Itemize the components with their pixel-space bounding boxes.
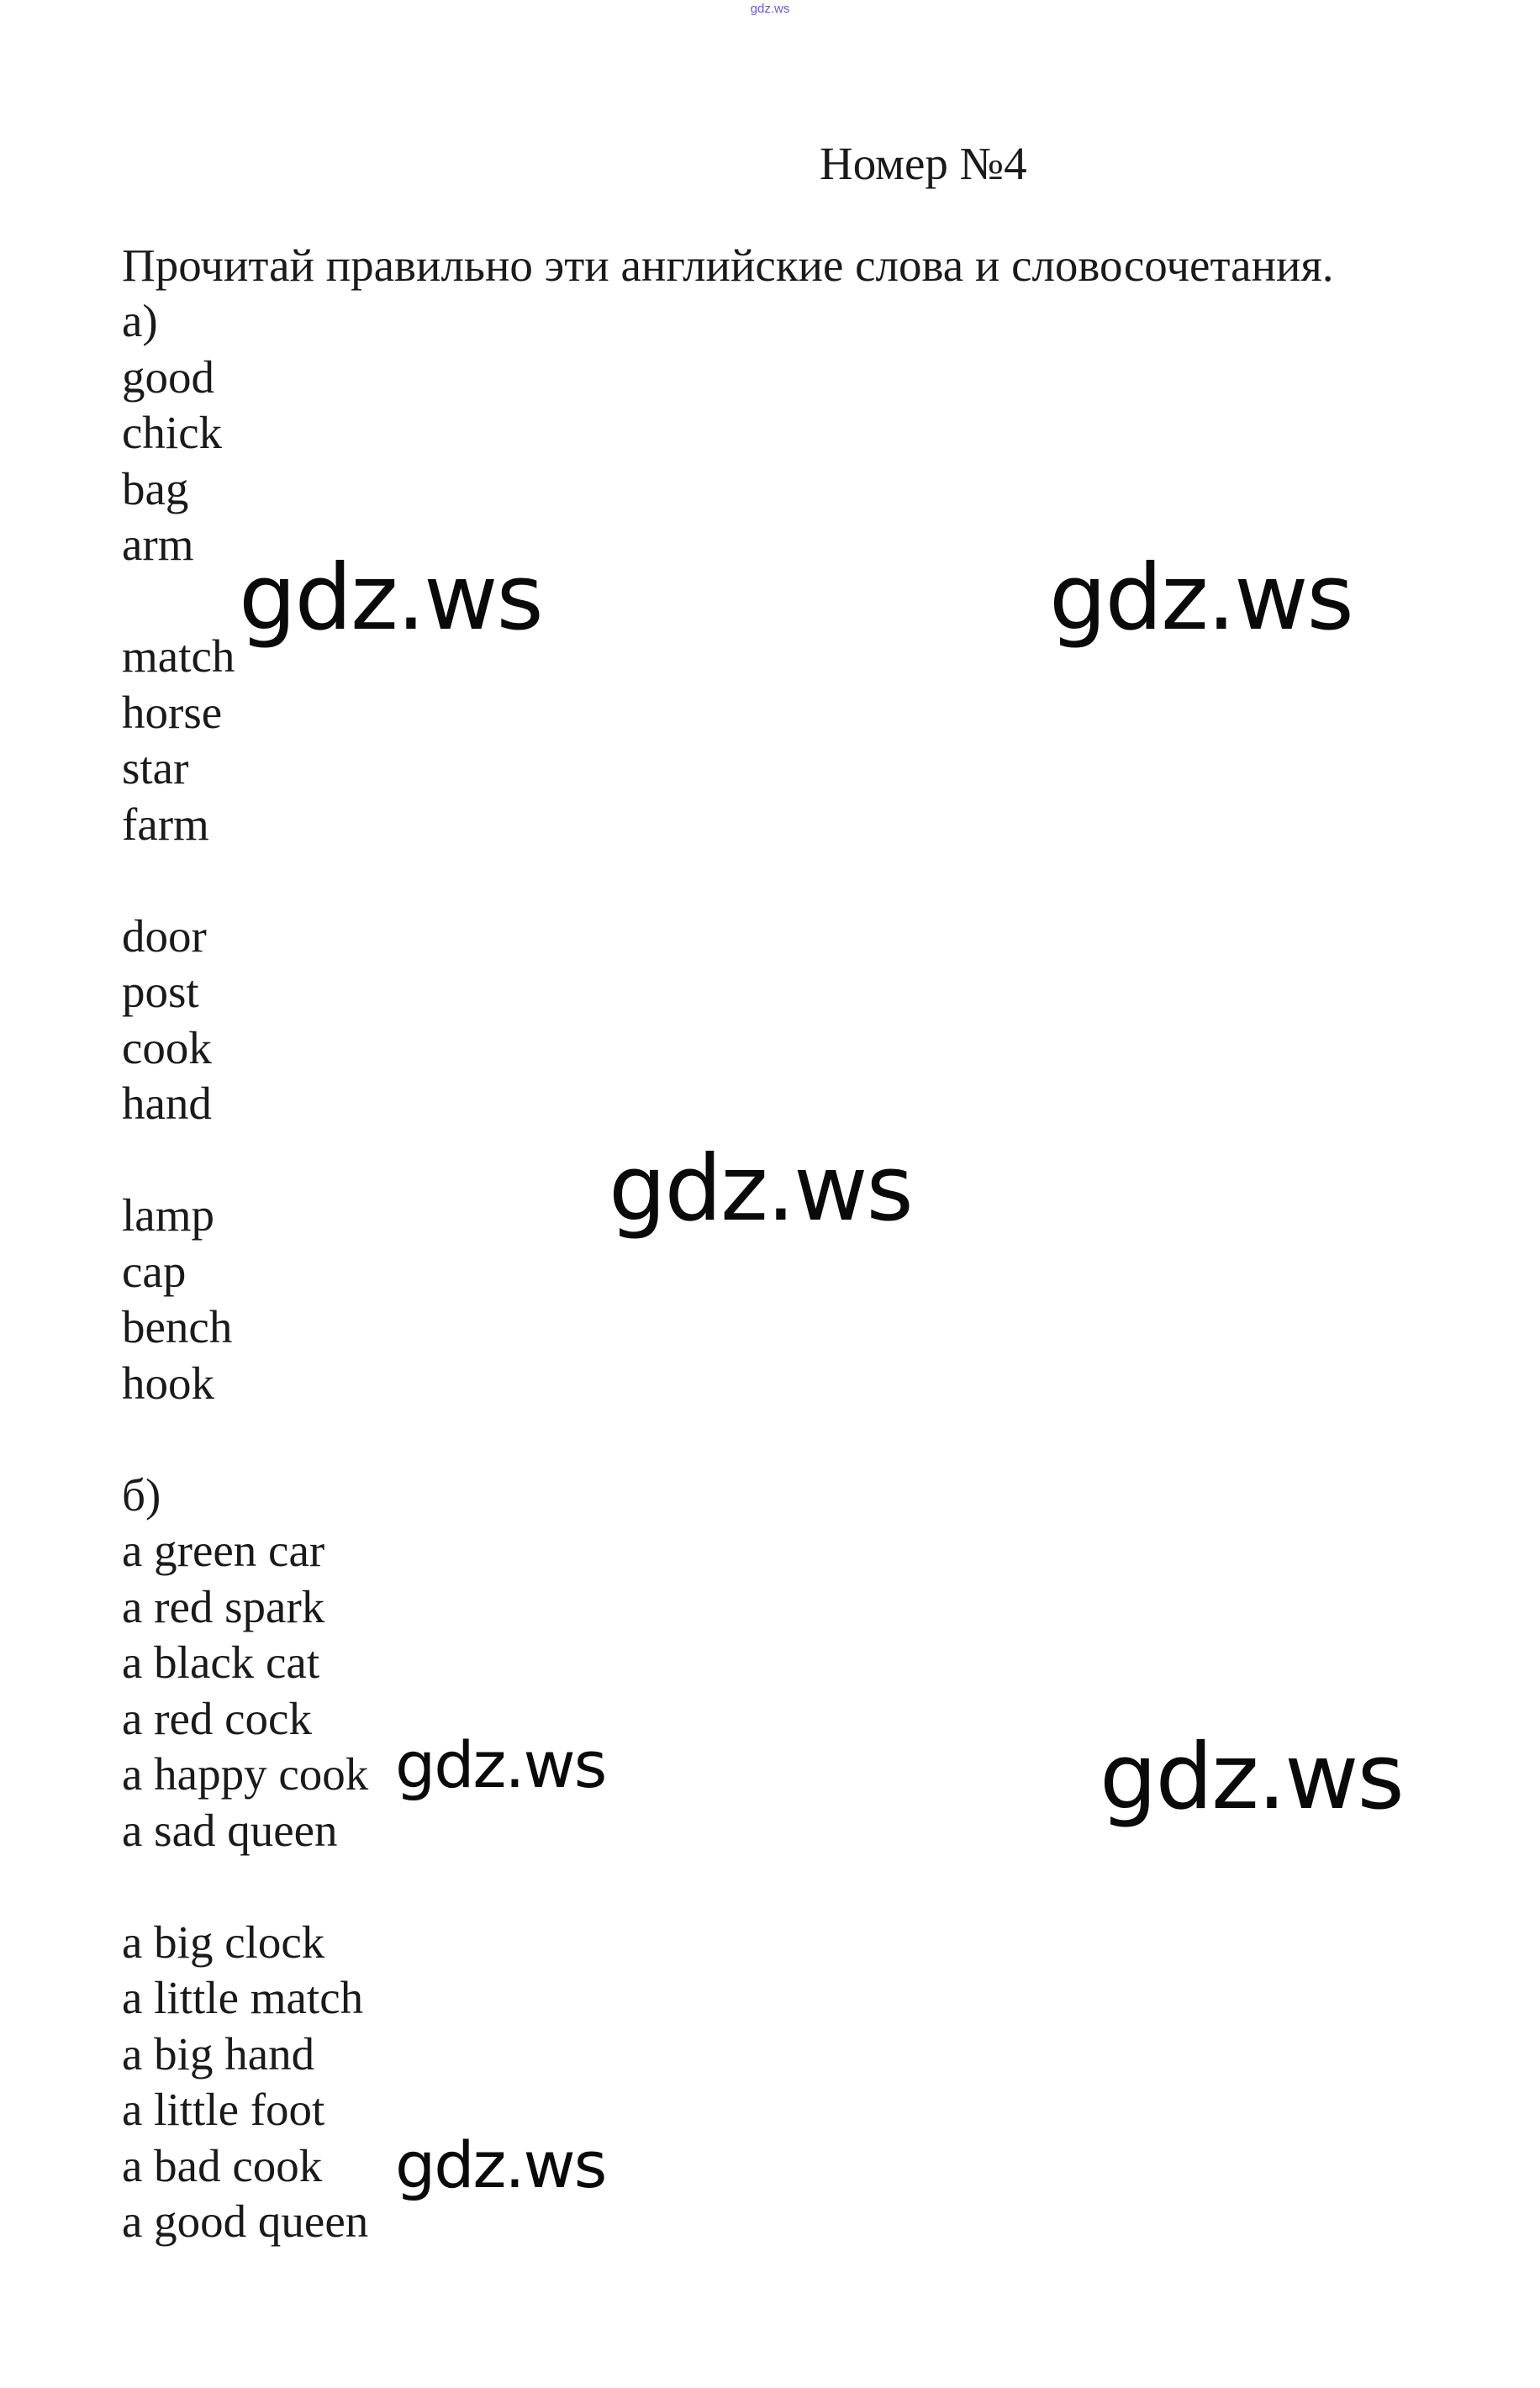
watermark: gdz.ws	[609, 1136, 912, 1241]
word-item: lamp	[122, 1189, 214, 1241]
phrase-item: a bad cook	[122, 2139, 323, 2191]
word-item: bag	[122, 462, 189, 514]
task-instruction: Прочитай правильно эти английские слова и словосочетания.	[122, 240, 1334, 291]
section-label-a: а)	[122, 295, 158, 346]
phrase-item: a good queen	[122, 2196, 369, 2247]
word-item: bench	[122, 1301, 233, 1352]
word-item: post	[122, 966, 199, 1017]
word-item: farm	[122, 798, 209, 850]
word-item: chick	[122, 407, 223, 458]
word-item: cook	[122, 1021, 212, 1073]
phrase-item: a little match	[122, 1972, 364, 2023]
blank-line	[122, 1858, 368, 1915]
blank-line	[122, 1132, 368, 1189]
blank-line	[122, 852, 368, 909]
watermark: gdz.ws	[239, 546, 542, 651]
word-item: door	[122, 909, 207, 962]
watermark: gdz.ws	[395, 1727, 606, 1802]
word-item: match	[122, 630, 235, 682]
word-item: hook	[122, 1357, 214, 1409]
section-label-b: б)	[122, 1468, 161, 1521]
watermark: gdz.ws	[1049, 546, 1353, 651]
phrase-item: a big hand	[122, 2027, 315, 2080]
phrase-item: a little foot	[122, 2084, 325, 2135]
header-watermark: gdz.ws	[750, 2, 790, 16]
blank-line	[122, 1411, 368, 1468]
watermark: gdz.ws	[1100, 1725, 1403, 1830]
phrase-item: a big clock	[122, 1916, 325, 1968]
phrase-item: a sad queen	[122, 1804, 338, 1856]
page-title: Номер №4	[820, 138, 1027, 189]
phrase-item: a happy cook	[122, 1748, 369, 1800]
word-item: star	[122, 742, 189, 793]
phrase-item: a black cat	[122, 1637, 320, 1688]
word-item: hand	[122, 1078, 212, 1129]
word-item: cap	[122, 1245, 187, 1297]
phrase-item: a green car	[122, 1525, 325, 1576]
phrase-item: a red cock	[122, 1692, 312, 1744]
phrase-item: a red spark	[122, 1580, 325, 1632]
word-item: horse	[122, 686, 223, 738]
watermark: gdz.ws	[395, 2127, 606, 2202]
word-item: arm	[122, 519, 194, 570]
word-item: good	[122, 351, 214, 403]
